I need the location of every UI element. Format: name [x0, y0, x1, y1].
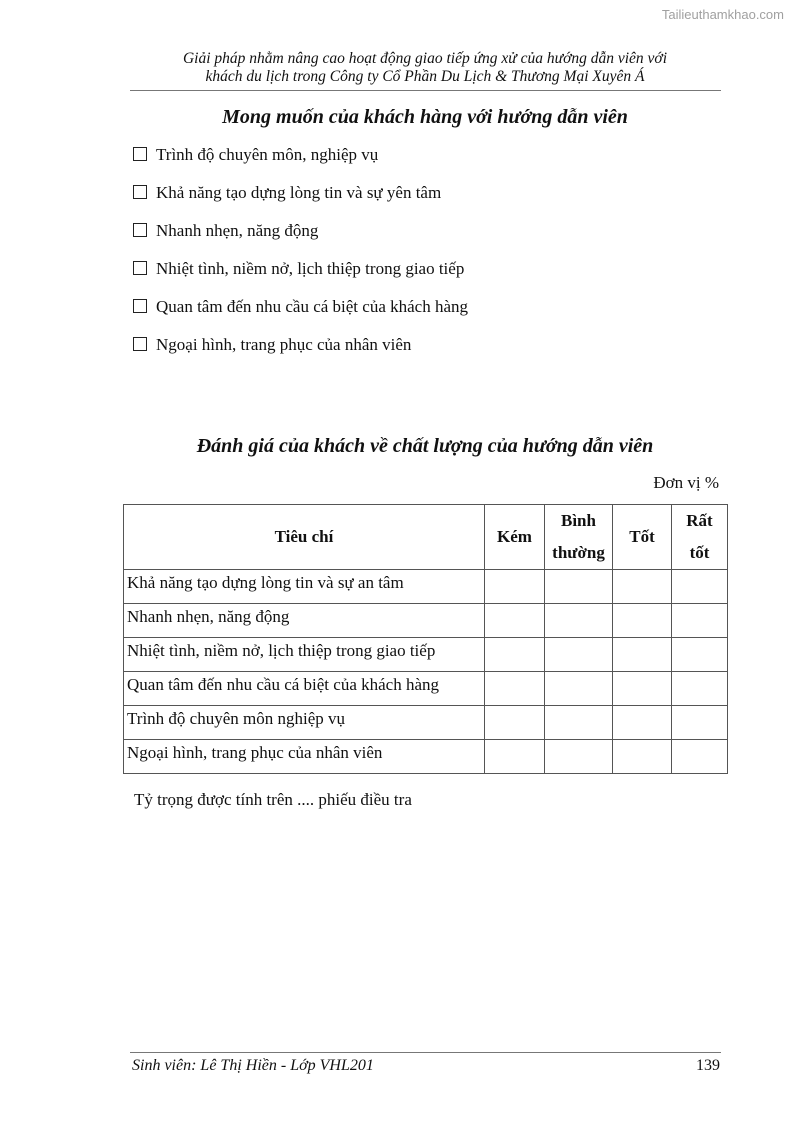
- checklist-label: Nhiệt tình, niềm nở, lịch thiệp trong giao tiếp: [156, 259, 465, 278]
- rating-cell[interactable]: [613, 570, 672, 604]
- unit-label: Đơn vị %: [653, 473, 719, 492]
- checkbox-icon[interactable]: [133, 185, 147, 199]
- table-header-row: [124, 505, 728, 570]
- header-line-1: Giải pháp nhằm nâng cao hoạt động giao tiếp ứng xử của hướng dẫn viên với: [182, 50, 668, 67]
- rating-cell[interactable]: [613, 740, 672, 774]
- col-good: Tốt: [613, 505, 672, 570]
- col-poor: Kém: [485, 505, 545, 570]
- rating-cell[interactable]: [545, 570, 613, 604]
- header-divider: [130, 90, 721, 91]
- rating-cell[interactable]: [613, 638, 672, 672]
- table-row: [124, 638, 728, 672]
- rating-cell[interactable]: [613, 706, 672, 740]
- col-normal-line2: thường: [552, 543, 605, 562]
- checkbox-icon[interactable]: [133, 147, 147, 161]
- rating-cell[interactable]: [672, 672, 728, 706]
- rating-cell[interactable]: [613, 672, 672, 706]
- footer-student: Sinh viên: Lê Thị Hiền - Lớp VHL201: [132, 1057, 374, 1074]
- checklist-label: Ngoại hình, trang phục của nhân viên: [156, 335, 412, 354]
- evaluation-table: [123, 504, 728, 774]
- header-line-2: khách du lịch trong Công ty Cổ Phần Du Lịch & Thương Mại Xuyên Á: [205, 68, 645, 85]
- rating-cell[interactable]: [485, 740, 545, 774]
- criteria-cell: Trình độ chuyên môn nghiệp vụ: [124, 706, 485, 740]
- col-criteria: Tiêu chí: [124, 505, 485, 570]
- checklist-item[interactable]: [133, 144, 468, 182]
- checklist-item[interactable]: [133, 220, 468, 258]
- col-normal-line1: Bình: [561, 511, 596, 530]
- watermark-text: Tailieuthamkhao.com: [661, 7, 784, 22]
- table-row: [124, 570, 728, 604]
- table-row: [124, 740, 728, 774]
- section2-title: Đánh giá của khách về chất lượng của hướng dẫn viên: [196, 435, 654, 457]
- rating-cell[interactable]: [613, 604, 672, 638]
- criteria-cell: Nhiệt tình, niềm nở, lịch thiệp trong giao tiếp: [124, 638, 485, 672]
- criteria-cell: Nhanh nhẹn, năng động: [124, 604, 485, 638]
- checklist-item[interactable]: [133, 296, 468, 334]
- checklist-item[interactable]: [133, 182, 468, 220]
- criteria-cell: Quan tâm đến nhu cầu cá biệt của khách hàng: [124, 672, 485, 706]
- criteria-cell: Khả năng tạo dựng lòng tin và sự an tâm: [124, 570, 485, 604]
- rating-cell[interactable]: [485, 570, 545, 604]
- table-row: [124, 604, 728, 638]
- rating-cell[interactable]: [545, 638, 613, 672]
- expectation-checklist: [133, 144, 468, 372]
- rating-cell[interactable]: [672, 604, 728, 638]
- col-normal: [545, 505, 613, 570]
- rating-cell[interactable]: [545, 672, 613, 706]
- rating-cell[interactable]: [485, 672, 545, 706]
- rating-cell[interactable]: [545, 706, 613, 740]
- rating-cell[interactable]: [485, 638, 545, 672]
- table-row: [124, 706, 728, 740]
- checklist-label: Nhanh nhẹn, năng động: [156, 221, 319, 240]
- checklist-item[interactable]: [133, 258, 468, 296]
- checkbox-icon[interactable]: [133, 261, 147, 275]
- footer-divider: [130, 1052, 721, 1053]
- rating-cell[interactable]: [672, 638, 728, 672]
- criteria-cell: Ngoại hình, trang phục của nhân viên: [124, 740, 485, 774]
- rating-cell[interactable]: [485, 706, 545, 740]
- checklist-label: Quan tâm đến nhu cầu cá biệt của khách hàng: [156, 297, 469, 316]
- rating-cell[interactable]: [672, 570, 728, 604]
- section1-title: Mong muốn của khách hàng với hướng dẫn viên: [222, 106, 628, 128]
- rating-cell[interactable]: [672, 706, 728, 740]
- checklist-item[interactable]: [133, 334, 468, 372]
- table-row: [124, 672, 728, 706]
- checkbox-icon[interactable]: [133, 337, 147, 351]
- survey-note: Tỷ trọng được tính trên .... phiếu điều tra: [134, 790, 412, 809]
- rating-cell[interactable]: [545, 740, 613, 774]
- col-very-good-line1: Rất: [686, 511, 713, 530]
- rating-cell[interactable]: [485, 604, 545, 638]
- checkbox-icon[interactable]: [133, 223, 147, 237]
- checklist-label: Trình độ chuyên môn, nghiệp vụ: [156, 145, 379, 164]
- checkbox-icon[interactable]: [133, 299, 147, 313]
- col-very-good-line2: tốt: [689, 543, 710, 562]
- running-header: [130, 50, 720, 86]
- rating-cell[interactable]: [545, 604, 613, 638]
- col-very-good: [672, 505, 728, 570]
- page-number: 139: [696, 1057, 720, 1074]
- checklist-label: Khả năng tạo dựng lòng tin và sự yên tâm: [156, 183, 442, 202]
- rating-cell[interactable]: [672, 740, 728, 774]
